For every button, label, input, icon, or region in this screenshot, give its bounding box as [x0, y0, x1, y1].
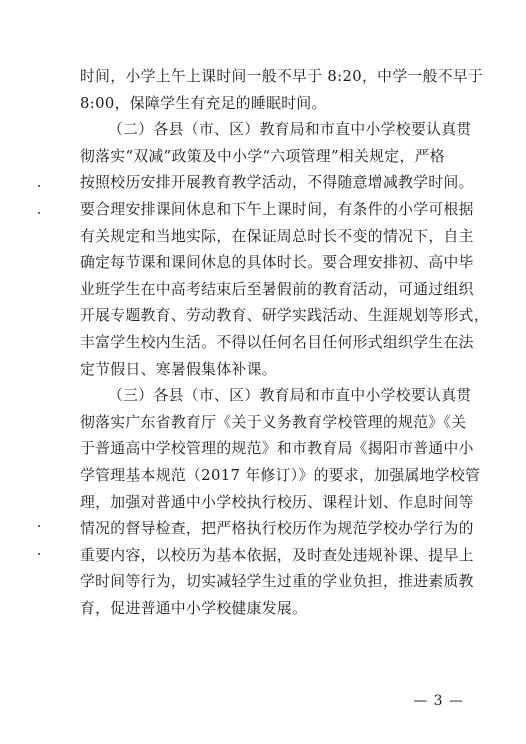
text-line: 8:00，保障学生有充足的睡眠时间。	[80, 94, 327, 112]
text-line: 定节假日、寒暑假集体补课。	[80, 360, 277, 378]
text-line: 业班学生在中高考结束后至暑假前的教育活动，可通过组织	[80, 280, 474, 298]
binding-hole-mark	[38, 553, 40, 555]
binding-hole-mark	[38, 185, 40, 187]
text-line: 丰富学生校内生活。不得以任何名目任何形式组织学生在法	[80, 333, 474, 351]
text-line: （二）各县（市、区）教育局和市直中小学校要认真贯	[108, 121, 472, 139]
page-number: — 3 —	[413, 693, 464, 709]
paragraph-section-3	[80, 383, 481, 622]
text-line: 育，促进普通中小学校健康发展。	[80, 599, 308, 617]
text-line: 确定每节课和课间休息的具体时长。要合理安排初、高中毕	[80, 254, 474, 272]
text-line: 彻落实广东省教育厅《关于义务教育学校管理的规范》《关	[80, 413, 467, 431]
text-line: 彻落实“双减”政策及中小学“六项管理”相关规定，严格	[80, 147, 445, 165]
text-line: 开展专题教育、劳动教育、研学实践活动、生涯规划等形式，	[80, 307, 489, 325]
body-text	[80, 64, 489, 622]
text-line: 于普通高中学校管理的规范》和市教育局《揭阳市普通中小	[80, 440, 474, 458]
text-line: （三）各县（市、区）教育局和市直中小学校要认真贯	[108, 387, 472, 405]
text-line: 情况的督导检查，把严格执行校历作为规范学校办学行为的	[80, 520, 474, 538]
text-line: 要合理安排课间休息和下午上课时间，有条件的小学可根据	[80, 200, 474, 218]
text-line: 重要内容，以校历为基本依据，及时查处违规补课、提早上	[80, 546, 474, 564]
text-line: 理，加强对普通中小学校执行校历、课程计划、作息时间等	[80, 493, 474, 511]
text-line: 有关规定和当地实际，在保证周总时长不变的情况下，自主	[80, 227, 474, 245]
text-line: 学时间等行为，切实减轻学生过重的学业负担，推进素质教	[80, 573, 474, 591]
text-line: 学管理基本规范（2017 年修订）》的要求，加强属地学校管	[80, 466, 481, 484]
paragraph-continuation	[80, 64, 484, 117]
text-line: 按照校历安排开展教育教学活动，不得随意增减教学时间。	[80, 174, 474, 192]
binding-hole-mark	[38, 212, 40, 214]
text-line: 时间，小学上午上课时间一般不早于 8:20，中学一般不早于	[80, 68, 484, 85]
paragraph-section-2	[80, 117, 489, 383]
binding-hole-mark	[38, 525, 40, 527]
